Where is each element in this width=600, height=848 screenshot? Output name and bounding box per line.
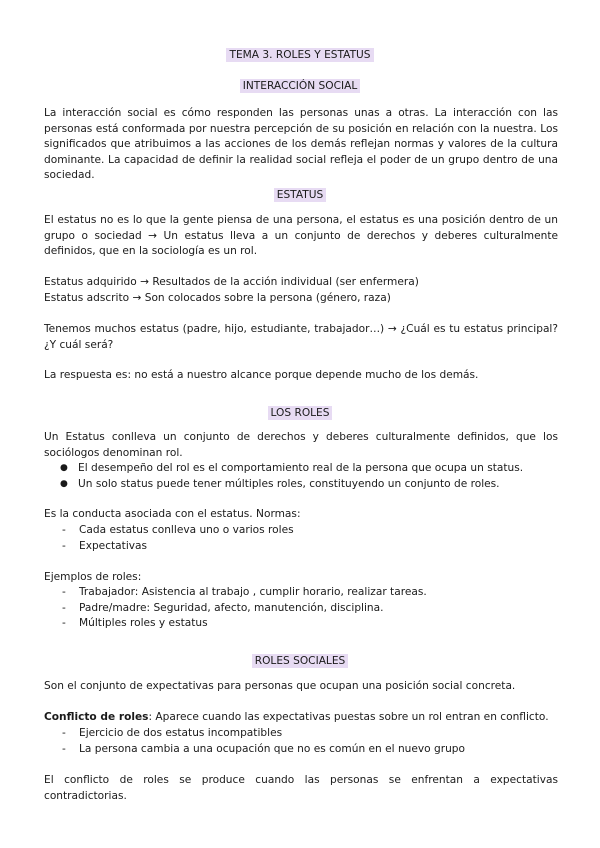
heading-roles-wrap bbox=[0, 401, 600, 420]
list-item: - Expectativas bbox=[44, 539, 558, 555]
list-item: - Padre/madre: Seguridad, afecto, manutención, disciplina. bbox=[44, 601, 558, 617]
estatus-question: Tenemos muchos estatus (padre, hijo, estudiante, trabajador…) → ¿Cuál es tu estatus principal? ¿Y cuál será? bbox=[44, 323, 558, 351]
heading-roles: LOS ROLES bbox=[268, 406, 333, 420]
heading-sociales-wrap bbox=[0, 649, 600, 668]
heading-estatus-wrap bbox=[0, 183, 600, 202]
list-item: ● El desempeño del rol es el comportamiento real de la persona que ocupa un status. bbox=[44, 461, 558, 477]
heading-interaccion-wrap bbox=[0, 74, 600, 93]
conflicto-text: : Aparece cuando las expectativas puestas sobre un rol entran en conflicto. bbox=[148, 711, 549, 723]
estatus-paragraph: El estatus no es lo que la gente piensa de una persona, el estatus es una posición dentro de un grupo o sociedad → Un estatus lleva a un conjunto de derechos y deberes culturalmente definidos, que en la sociología es un rol. bbox=[44, 214, 558, 258]
estatus-adscrito: Estatus adscrito → Son colocados sobre la persona (género, raza) bbox=[44, 292, 391, 304]
estatus-adquirido: Estatus adquirido → Resultados de la acción individual (ser enfermera) bbox=[44, 276, 419, 288]
list-item: ● Un solo status puede tener múltiples roles, constituyendo un conjunto de roles. bbox=[44, 477, 558, 493]
heading-interaccion: INTERACCIÓN SOCIAL bbox=[240, 79, 361, 93]
list-item: - Cada estatus conlleva uno o varios roles bbox=[44, 523, 558, 539]
list-item: - La persona cambia a una ocupación que no es común en el nuevo grupo bbox=[44, 742, 558, 758]
heading-estatus: ESTATUS bbox=[274, 188, 326, 202]
roles-bullet-list bbox=[44, 461, 558, 492]
roles-intro: Un Estatus conlleva un conjunto de derechos y deberes culturalmente definidos, que los sociólogos denominan rol. bbox=[44, 431, 558, 459]
heading-roles-sociales: ROLES SOCIALES bbox=[252, 654, 349, 668]
conflicto-list bbox=[44, 726, 558, 757]
sociales-definition: Son el conjunto de expectativas para personas que ocupan una posición social concreta. bbox=[44, 680, 516, 692]
ejemplos-list bbox=[44, 585, 558, 632]
ejemplos-intro: Ejemplos de roles: bbox=[44, 571, 142, 583]
estatus-answer: La respuesta es: no está a nuestro alcance porque depende mucho de los demás. bbox=[44, 369, 479, 381]
list-item: - Múltiples roles y estatus bbox=[44, 616, 558, 632]
page-title: TEMA 3. ROLES Y ESTATUS bbox=[226, 48, 373, 62]
list-item: - Trabajador: Asistencia al trabajo , cumplir horario, realizar tareas. bbox=[44, 585, 558, 601]
list-item: - Ejercicio de dos estatus incompatibles bbox=[44, 726, 558, 742]
interaccion-paragraph: La interacción social es cómo responden las personas unas a otras. La interacción con las personas está conformada por nuestra percepción de su posición en relación con la nuestra. Los significados que atribuimos a las acciones de los demás reflejan normas y valores de la cultura dominante. La capacidad de definir la realidad social refleja el poder de un grupo dentro de una sociedad. bbox=[44, 107, 558, 182]
title-wrap bbox=[0, 43, 600, 62]
conflicto-line bbox=[44, 710, 558, 726]
closing-paragraph: El conflicto de roles se produce cuando las personas se enfrentan a expectativas contradictorias. bbox=[44, 774, 558, 802]
normas-list bbox=[44, 523, 558, 554]
normas-intro: Es la conducta asociada con el estatus. Normas: bbox=[44, 508, 301, 520]
conflicto-label: Conflicto de roles bbox=[44, 711, 149, 723]
